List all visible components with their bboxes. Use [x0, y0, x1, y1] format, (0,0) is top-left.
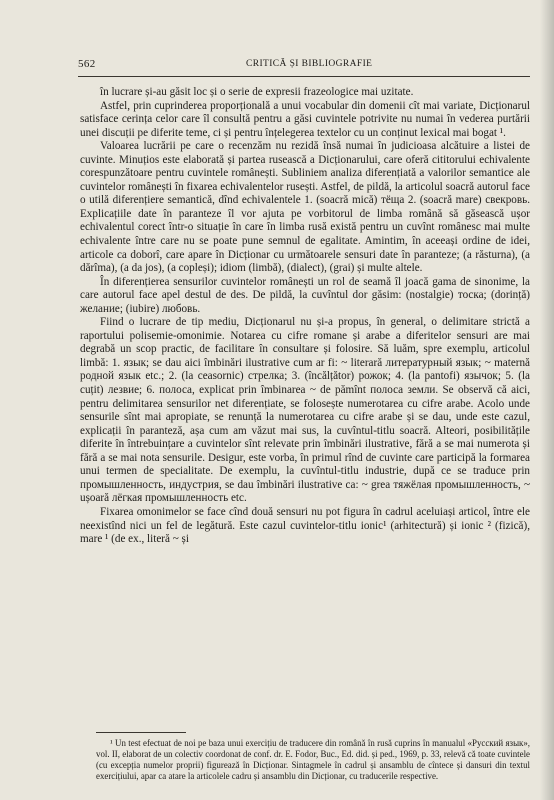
body-text: [80, 86, 530, 547]
footnote: [96, 738, 530, 782]
running-title: CRITICĂ ȘI BIBLIOGRAFIE: [246, 59, 373, 69]
paragraph: Valoarea lucrării pe care o recenzăm nu rezidă însă numai în judicioasa alcătuire a listei de cuvinte. Minuțios este elaborată și partea rusească a Dicționarului, care oferă cititorului echivalente corespunzătoare pentru cuvintele românești. Subliniem analiza diferențiată a valorilor semantice ale cuvintelor românești în fixarea echivalentelor rusești. Astfel, de pildă, la articolul soacră autorul face o utilă diferențiere semantică, dînd echivalentele 1. (soacră mică) тёща 2. (soacră mare) свекровь. Explicațiile date în paranteze îl vor ajuta pe vorbitorul de limba română să găsească ușor echivalentul corect într-o situație în care în limba rusă există pentru un cuvînt românesc mai multe echivalente între care nu se poate pune semnul de egalitate. Amintim, în aceeași ordine de idei, articole ca doborî, care apare în Dicționar cu următoarele sensuri date în paranteze; (a răsturna), (a dărîma), (a da jos), (a copleși); idiom (limbă), (dialect), (grai) și multe altele.: [80, 140, 530, 275]
paragraph: Fixarea omonimelor se face cînd două sensuri nu pot figura în cadrul aceluiași articol, între ele neexistînd nici un fel de legătură. Este cazul cuvintelor-titlu ionic¹ (arhitectură) și ionic ² (fizică), mare ¹ (de ex., literă ~ și: [80, 505, 530, 546]
page-number: 562: [78, 58, 96, 70]
footnote-separator: [96, 732, 186, 733]
page-edge-shadow: [540, 0, 554, 800]
paragraph: Astfel, prin cuprinderea proporțională a unui vocabular din domenii cît mai variate, Dicționarul satisface cerința celor care îl consultă pentru a găsi cuvintele potrivite nu numai în vederea purtării unei discuții pe diferite teme, ci și pentru înțelegerea textelor cu un conținut lexical mai bogat ¹.: [80, 99, 530, 139]
header-rule: [78, 76, 530, 77]
paragraph: În diferențierea sensurilor cuvintelor românești un rol de seamă îl joacă gama de sinonime, la care autorul face apel destul de des. De pildă, la cuvîntul dor găsim: (nostalgie) тоска; (dorință) желание; (iubire) любовь.: [80, 275, 530, 315]
paragraph: Fiind o lucrare de tip mediu, Dicționarul nu și-a propus, în general, o delimitare strictă a raportului polisemie-omonimie. Notarea cu cifre romane și arabe a diferitelor sensuri are mai degrabă un scop practic, de facilitare în consultare și folosire. Să luăm, spre exemplu, articolul limbă: 1. язык; se dau aici îmbinări ilustrative cum ar fi: ~ literară литературный язык; ~ maternă родной язык etc.; 2. (la ceasornic) стрелка; 3. (încălțător) рожок; 4. (la pantofi) язычок; 5. (la cuțit) лезвие; 6. полоса, explicat prin îmbinarea ~ de pămînt полоса земли. Se observă că aici, pentru delimitarea sensurilor net diferențiate, se folosește numerotarea cu cifre arabe. Acolo unde sensurile sînt mai apropiate, se renunță la numerotarea cu cifre arabe și se dau, unde este cazul, explicații în paranteză, așa cum am văzut mai sus, la cuvîntul-titlu soacră. Alteori, posibilitățile diferite în întrebuințare a cuvintelor sînt relevate prin îmbinări ilustrative, fără a se mai numerota și fără a se mai nota sensurile. Desigur, este vorba, în primul rînd de cuvinte care participă la formarea unui termen de specialitate. De exemplu, la cuvîntul-titlu industrie, după ce se traduce prin промышленность, индустрия, se dau îmbinări ilustrative ca: ~ grea тяжёлая промышленность, ~ ușoară лёгкая промышленность etc.: [80, 316, 530, 505]
page-header: [78, 58, 530, 74]
paragraph: în lucrare și-au găsit loc și o serie de expresii frazeologice mai uzitate.: [100, 86, 414, 98]
footnote-text: ¹ Un test efectuat de noi pe baza unui exercițiu de traducere din română în rusă cuprins în manualul «Русский язык», vol. II, elaborat de un colectiv coordonat de conf. dr. E. Fodor, Buc., Ed. did. și ped., 1969, p. 33, relevă că toate cuvintele (cu excepția numelor proprii) figurează în Dicționar. Sintagmele în cadrul și ansamblu de cîntece și dansuri din textul exercițiului, apar ca atare la articolele cadru și ansamblu din Dicționar, cu traducerile respective.: [96, 738, 530, 781]
